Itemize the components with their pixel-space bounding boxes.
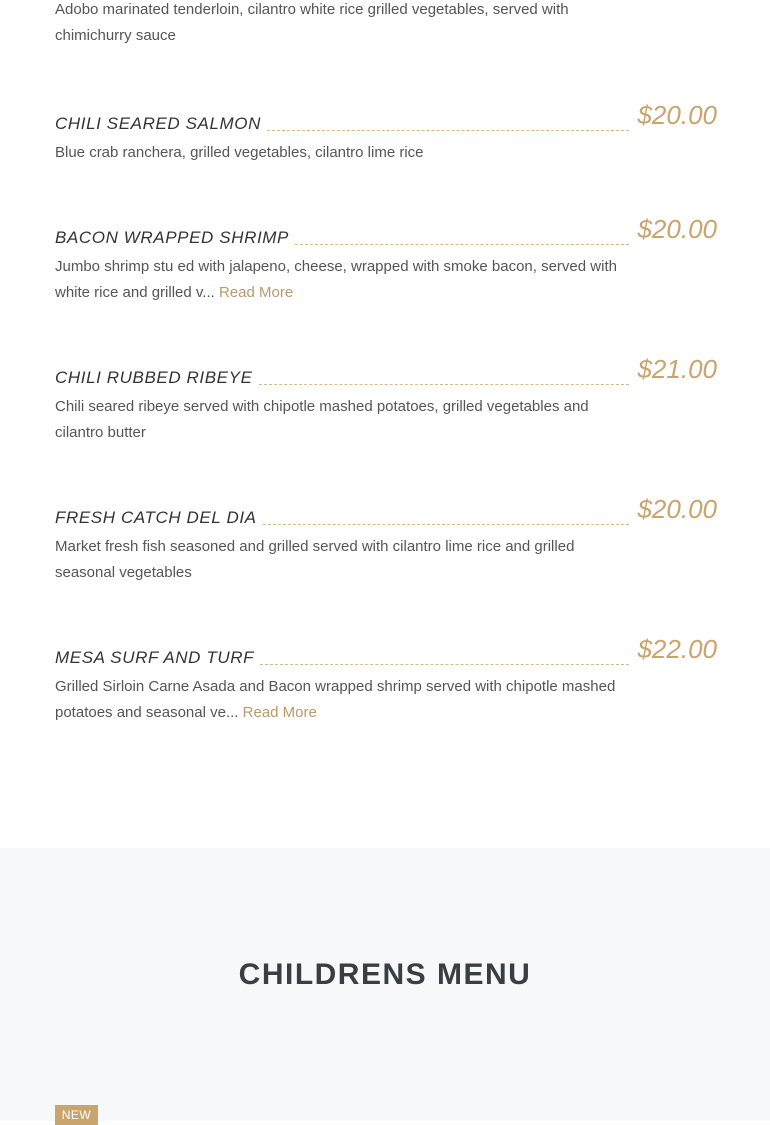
childrens-menu-section [0,848,770,1121]
menu-item-name: CHILI SEARED SALMON [55,114,262,133]
description-text: Chili seared ribeye served with chipotle mashed potatoes, grilled vegetables and cilantro butter [55,398,589,441]
menu-item-description [55,394,625,446]
top-item-description: Adobo marinated tenderloin, cilantro white rice grilled vegetables, served with chimichurry sauce [55,1,569,44]
section-title: CHILDRENS MENU [238,958,532,991]
menu-item-name: FRESH CATCH DEL DIA [55,508,257,527]
new-badge: NEW [55,1105,98,1125]
menu-item-description [55,254,625,306]
menu-item-name: MESA SURF AND TURF [55,648,255,667]
description-text: Blue crab ranchera, grilled vegetables, cilantro lime rice [55,144,424,161]
read-more-link[interactable]: Read More [242,704,317,721]
menu-item-header [55,214,717,248]
dotted-leader [295,243,629,245]
menu-item-name: CHILI RUBBED RIBEYE [55,368,253,387]
menu-item-price: $21.00 [637,354,717,384]
menu-item-chili-seared-salmon [55,100,717,166]
dotted-leader [267,129,629,131]
description-text: Market fresh fish seasoned and grilled served with cilantro lime rice and grilled seasonal vegetables [55,538,575,581]
read-more-link[interactable]: Read More [218,284,294,301]
menu-item-price: $20.00 [637,494,717,524]
menu-item-price: $22.00 [637,634,717,664]
dotted-leader [259,383,630,385]
dotted-leader [260,663,629,665]
menu-item-description [55,674,625,726]
menu-item-description [55,140,625,166]
menu-item-header [55,100,717,134]
menu-item-description [55,534,625,586]
menu-item-price: $20.00 [637,214,717,244]
description-text: Grilled Sirloin Carne Asada and Bacon wrapped shrimp served with chipotle mashed potatoes and seasonal ve... [55,678,616,721]
menu-item-fresh-catch-del-dia [55,494,717,586]
dotted-leader [263,523,630,525]
menu-item-header [55,494,717,528]
menu-item-mesa-surf-and-turf [55,634,717,726]
menu-item-name: BACON WRAPPED SHRIMP [55,228,289,247]
menu-item-bacon-wrapped-shrimp [55,214,717,306]
menu-item-header [55,634,717,668]
menu-item-header [55,354,717,388]
menu-item-chili-rubbed-ribeye [55,354,717,446]
menu-item-price: $20.00 [637,100,717,130]
description-text: Jumbo shrimp stu ed with jalapeno, cheese, wrapped with smoke bacon, served with white rice and grilled v... [55,258,617,301]
